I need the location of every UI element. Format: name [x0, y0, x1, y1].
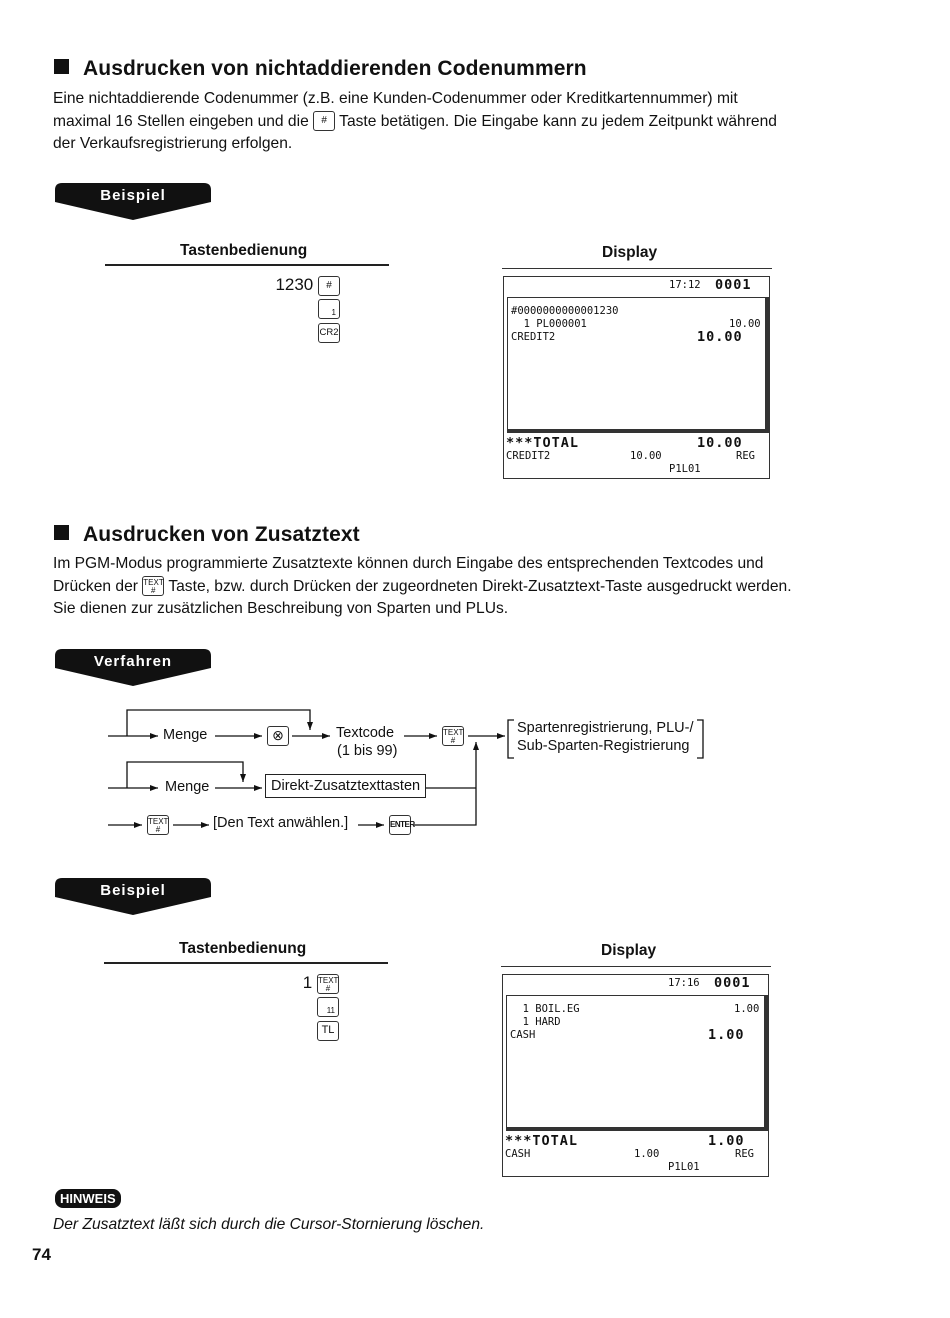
bullet-square-icon: [54, 525, 69, 540]
text-key-icon: TEXT #: [148, 817, 169, 834]
keys-header: Tastenbedienung: [180, 242, 308, 259]
bullet-square-icon: [54, 59, 69, 74]
flow-select-text: [Den Text anwählen.]: [213, 815, 349, 831]
flow-menge-2: Menge: [165, 779, 210, 795]
section1-paragraph: Eine nichtaddierende Codenummer (z.B. eine Kunden-Codenummer oder Kreditkartennummer) mit maximal 16 Stellen eingeben und die # Taste betätigen. Die Eingabe kann zu jedem Zeitpunkt während der Verkaufsregistrierung erfolgen.: [53, 90, 777, 152]
section2-paragraph: Im PGM-Modus programmierte Zusatztexte können durch Eingabe des entsprechenden Textcodes und Drücken der TEXT # Taste, bzw. durch Drücken der zugeordneten Direkt-Zusatztext-Taste ausgedruckt werden. Sie dienen zur zusätzlichen Beschreibung von Sparten und PLUs.: [53, 555, 792, 617]
example-badge: Beispiel: [54, 182, 212, 220]
flow-menge-1: Menge: [163, 727, 208, 743]
keys-header: Tastenbedienung: [179, 940, 307, 957]
procedure-flow-lines: [0, 700, 950, 845]
multiply-key-icon: ⊗: [267, 726, 289, 746]
text-key-icon: TEXT #: [318, 975, 339, 993]
divider: [104, 962, 388, 964]
hash-key-icon: #: [318, 276, 340, 296]
plu-key-icon: 11: [317, 997, 339, 1017]
enter-key-icon: ENTER: [389, 815, 411, 835]
page-number: 74: [32, 1245, 51, 1264]
text-key-icon: TEXT #: [143, 578, 164, 596]
key-sequence: 1230 # 1 CR2: [230, 275, 340, 347]
register-display: 17:16 0001 1 BOIL.EG 1.00 1 HARD CASH 1.00 ***TOTAL 1.00 CASH 1.00 REG P1L01: [502, 974, 769, 1177]
example-badge: Beispiel: [54, 877, 212, 915]
flow-result-line2: Sub-Sparten-Registrierung: [517, 738, 690, 754]
register-display: 17:12 0001 #0000000000001230 1 PL000001 10.00 CREDIT2 10.00 ***TOTAL 10.00 CREDIT2 10.00 REG P1L01: [503, 276, 770, 479]
display-header: Display: [602, 244, 658, 261]
divider: [501, 966, 771, 967]
flow-result-line1: Spartenregistrierung, PLU-/: [517, 720, 694, 736]
numeric-key-icon: 1: [318, 299, 340, 319]
direct-text-keys-box: Direkt-Zusatztexttasten: [265, 774, 426, 798]
display-header: Display: [601, 942, 657, 959]
hash-key-icon: #: [313, 111, 335, 131]
note-badge: HINWEIS: [55, 1189, 121, 1208]
note-text: Der Zusatztext läßt sich durch die Cursor-Stornierung löschen.: [53, 1216, 485, 1233]
divider: [105, 264, 389, 266]
text-key-icon: TEXT #: [443, 728, 464, 745]
section-title-codenummern: Ausdrucken von nichtaddierenden Codenummern: [54, 57, 587, 81]
section-title-zusatztext: Ausdrucken von Zusatztext: [54, 523, 360, 547]
cr2-key-icon: CR2: [318, 323, 340, 343]
divider: [502, 268, 772, 269]
flow-textcode-range: (1 bis 99): [337, 743, 398, 759]
total-key-icon: TL: [317, 1021, 339, 1041]
procedure-badge: Verfahren: [54, 648, 212, 686]
flow-textcode: Textcode: [336, 725, 395, 741]
key-sequence: 1 TEXT # 11 TL: [230, 973, 339, 1045]
